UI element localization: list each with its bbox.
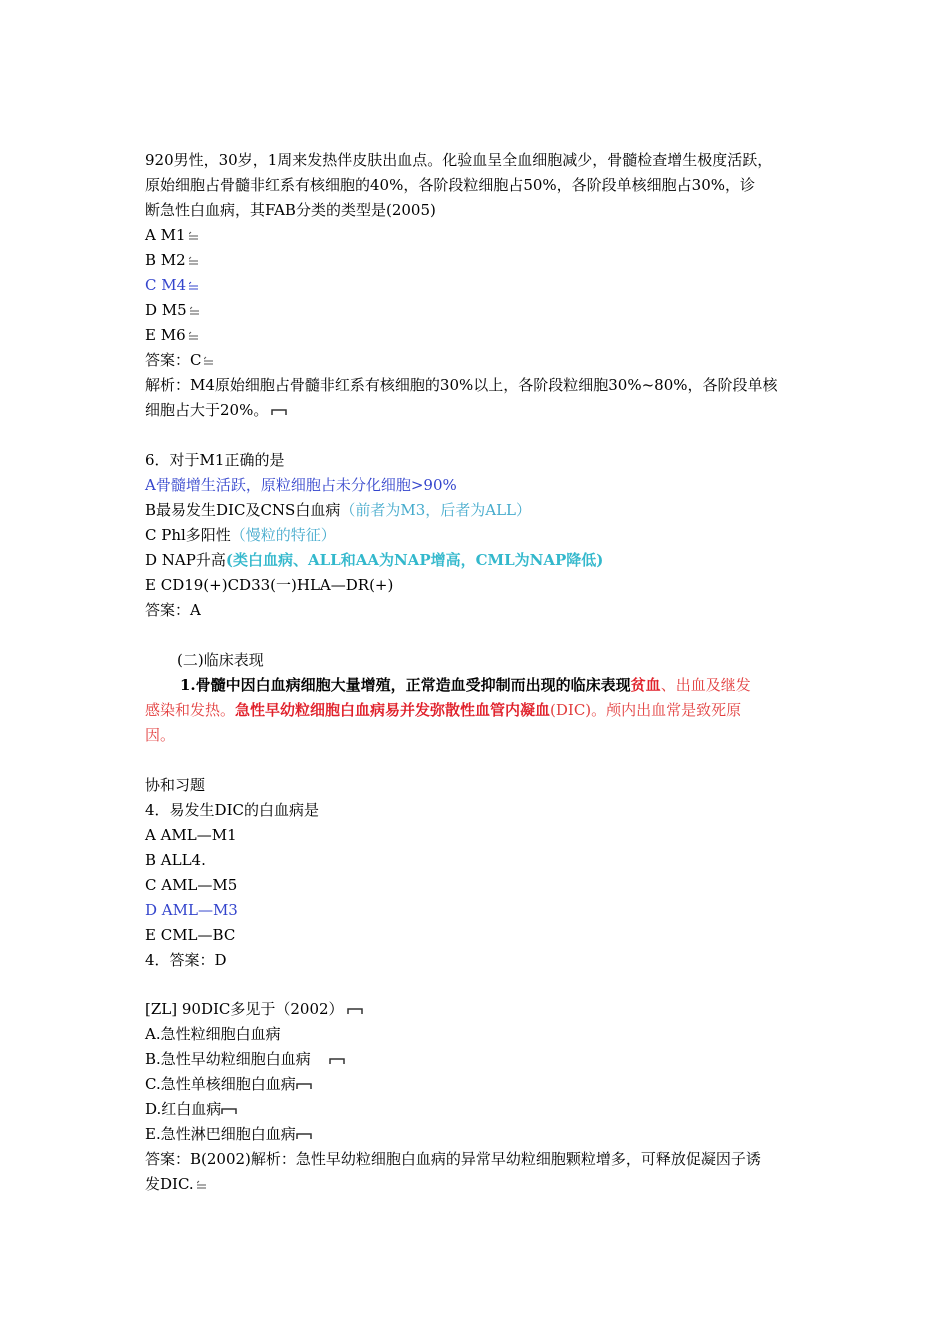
q6-stem: 6．对于M1正确的是 bbox=[145, 451, 285, 469]
para-highlight-dic: 急性早幼粒细胞白血病易并发弥散性血管内凝血 bbox=[235, 701, 551, 719]
xiehe-stem: 4．易发生DIC的白血病是 bbox=[145, 801, 319, 819]
line-break-mark-icon bbox=[296, 1072, 312, 1097]
zl-option-e-text: E.急性淋巴细胞白血病 bbox=[145, 1125, 296, 1143]
zl-answer-line-2 bbox=[145, 1172, 206, 1197]
q6-option-d bbox=[145, 548, 603, 573]
paragraph-mark-icon bbox=[189, 323, 198, 348]
q6-option-e: E CD19(+)CD33(一)HLA—DR(+) bbox=[145, 576, 394, 594]
paragraph-mark-icon bbox=[189, 223, 198, 248]
option-d-text: D NAP升高 bbox=[145, 551, 226, 569]
line-break-mark-icon bbox=[271, 398, 287, 423]
line-break-mark-icon bbox=[329, 1047, 345, 1072]
paragraph-mark-icon bbox=[189, 273, 198, 298]
para-highlight-cause: (DIC)。颅内出血常是致死原 bbox=[550, 701, 742, 719]
zl-stem bbox=[145, 997, 363, 1022]
option-b-note: （前者为M3，后者为ALL） bbox=[340, 501, 532, 519]
option-c-note: （慢粒的特征） bbox=[230, 526, 336, 544]
q6-answer: 答案：A bbox=[145, 601, 201, 619]
q920-option-d bbox=[145, 298, 199, 323]
q920-analysis-line-2 bbox=[145, 398, 287, 423]
option-b-text: B最易发生DIC及CNS白血病 bbox=[145, 501, 341, 519]
xiehe-option-a: A AML—M1 bbox=[145, 826, 237, 844]
paragraph-mark-icon bbox=[189, 248, 198, 273]
para-bold-text: 1.骨髓中因白血病细胞大量增殖，正常造血受抑制而出现的临床表现 bbox=[180, 676, 631, 694]
xiehe-option-c: C AML—M5 bbox=[145, 876, 238, 894]
section-paragraph-line-2 bbox=[145, 698, 741, 723]
xiehe-option-b: B ALL4. bbox=[145, 851, 206, 869]
line-break-mark-icon bbox=[296, 1122, 312, 1147]
para-highlight-infection: 感染和发热。 bbox=[145, 701, 236, 719]
zl-option-a: A.急性粒细胞白血病 bbox=[145, 1025, 281, 1043]
xiehe-option-d: D AML—M3 bbox=[145, 901, 238, 919]
section-paragraph-line-1 bbox=[180, 673, 751, 698]
section-heading: (二)临床表现 bbox=[177, 651, 264, 669]
line-break-mark-icon bbox=[347, 997, 363, 1022]
option-text: E M6 bbox=[145, 326, 186, 344]
xiehe-answer: 4．答案：D bbox=[145, 951, 227, 969]
option-text: C M4 bbox=[145, 276, 187, 294]
paragraph-mark-icon bbox=[197, 1172, 206, 1197]
paragraph-mark-icon bbox=[204, 348, 213, 373]
para-highlight-anemia: 贫血 bbox=[630, 676, 661, 694]
q6-option-c bbox=[145, 523, 336, 548]
q920-analysis-line-1: 解析：M4原始细胞占骨髓非红系有核细胞的30%以上，各阶段粒细胞30%~80%，各阶段单核 bbox=[145, 376, 778, 394]
q920-option-c bbox=[145, 273, 198, 298]
option-d-note: (类白血病、ALL和AA为NAP增高，CML为NAP降低) bbox=[225, 551, 604, 569]
xiehe-option-e: E CML—BC bbox=[145, 926, 236, 944]
answer-text: 答案：C bbox=[145, 351, 202, 369]
q920-option-b bbox=[145, 248, 198, 273]
zl-answer-text: 发DIC. bbox=[145, 1175, 194, 1193]
line-break-mark-icon bbox=[221, 1097, 237, 1122]
q6-option-b bbox=[145, 498, 531, 523]
zl-stem-text: [ZL] 90DIC多见于（2002） bbox=[145, 1000, 344, 1018]
q920-option-a bbox=[145, 223, 198, 248]
q920-answer bbox=[145, 348, 213, 373]
xiehe-title: 协和习题 bbox=[145, 776, 206, 794]
option-c-text: C Phl多阳性 bbox=[145, 526, 231, 544]
zl-option-b-text: B.急性早幼粒细胞白血病 bbox=[145, 1050, 311, 1068]
q920-stem-line-1: 920男性，30岁，1周来发热伴皮肤出血点。化验血呈全血细胞减少，骨髓检查增生极度活跃， bbox=[145, 151, 773, 169]
zl-option-c-text: C.急性单核细胞白血病 bbox=[145, 1075, 296, 1093]
q6-option-a: A骨髓增生活跃，原粒细胞占未分化细胞>90% bbox=[145, 476, 457, 494]
option-text: B M2 bbox=[145, 251, 186, 269]
para-highlight-bleeding: 、出血及继发 bbox=[660, 676, 751, 694]
option-text: A M1 bbox=[145, 226, 186, 244]
option-text: D M5 bbox=[145, 301, 187, 319]
zl-answer-line-1: 答案：B(2002)解析：急性早幼粒细胞白血病的异常早幼粒细胞颗粒增多，可释放促凝因子诱 bbox=[145, 1150, 761, 1168]
zl-option-c bbox=[145, 1072, 312, 1097]
q920-stem-line-3: 断急性白血病，其FAB分类的类型是(2005) bbox=[145, 201, 436, 219]
zl-option-e bbox=[145, 1122, 312, 1147]
zl-option-d bbox=[145, 1097, 237, 1122]
q920-stem-line-2: 原始细胞占骨髓非红系有核细胞的40%，各阶段粒细胞占50%，各阶段单核细胞占30%，诊 bbox=[145, 176, 756, 194]
section-paragraph-line-3: 因。 bbox=[145, 726, 176, 744]
zl-option-b bbox=[145, 1047, 345, 1072]
paragraph-mark-icon bbox=[190, 298, 199, 323]
q920-option-e bbox=[145, 323, 198, 348]
analysis-text: 细胞占大于20%。 bbox=[145, 401, 269, 419]
zl-option-d-text: D.红白血病 bbox=[145, 1100, 222, 1118]
